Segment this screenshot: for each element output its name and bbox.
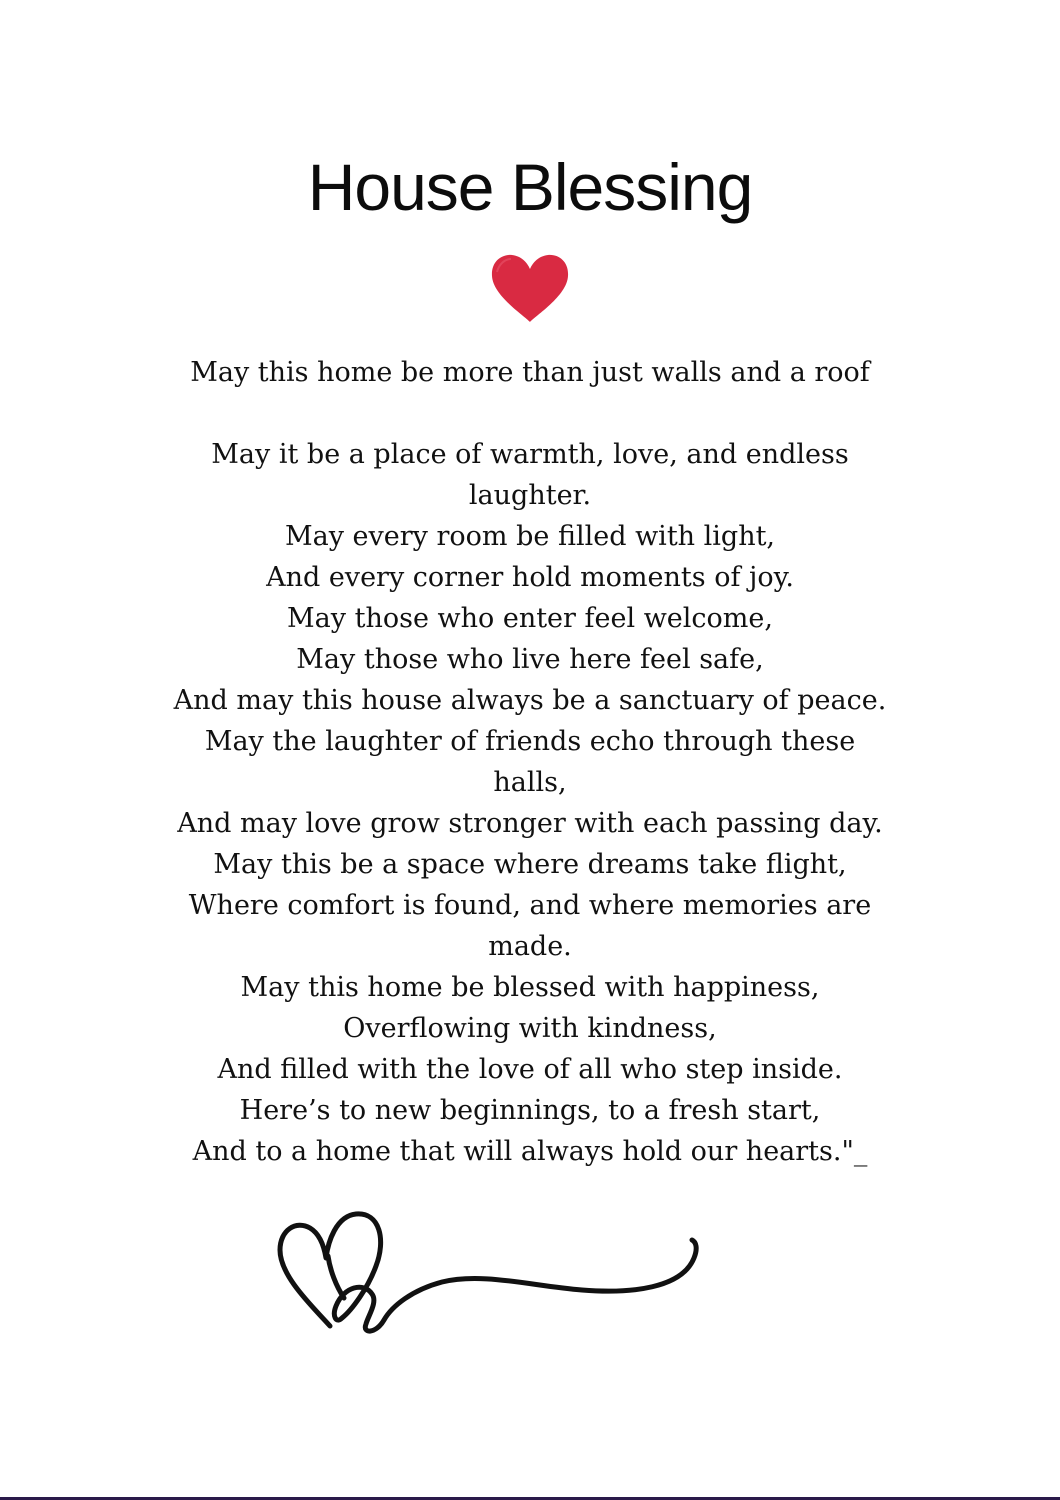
- poem-line: May this be a space where dreams take flight,: [213, 849, 847, 880]
- stanza-gap: [150, 393, 910, 434]
- poem-line: May the laughter of friends echo through these: [204, 726, 856, 757]
- heart-swirl-signature-icon: [272, 1206, 708, 1336]
- poem-line: Here’s to new beginnings, to a fresh start,: [239, 1095, 821, 1126]
- poem-body: [150, 352, 910, 1172]
- heart-shape: [492, 255, 568, 322]
- poem-line: Where comfort is found, and where memories are: [188, 890, 872, 921]
- heart-icon: [489, 252, 571, 324]
- poem-line: Overflowing with kindness,: [343, 1013, 717, 1044]
- page-title: House Blessing: [307, 150, 753, 224]
- poem-line: And may love grow stronger with each passing day.: [177, 808, 883, 839]
- poem-line: And every corner hold moments of joy.: [266, 562, 794, 593]
- poem-line: And may this house always be a sanctuary of peace.: [173, 685, 887, 716]
- poem-line: May those who enter feel welcome,: [287, 603, 773, 634]
- poem-line: halls,: [493, 767, 567, 798]
- poem-line: May this home be blessed with happiness,: [240, 972, 820, 1003]
- poem-line: And filled with the love of all who step inside.: [217, 1054, 843, 1085]
- poem-line: May every room be filled with light,: [284, 521, 776, 552]
- poem-line: made.: [488, 931, 572, 962]
- signature-stroke: [280, 1214, 696, 1331]
- poem-line: And to a home that will always hold our hearts."_: [192, 1136, 868, 1167]
- poem-line: May those who live here feel safe,: [296, 644, 764, 675]
- poem-line-opening: May this home be more than just walls and a roof: [190, 357, 870, 388]
- poem-line: May it be a place of warmth, love, and endless: [211, 439, 849, 470]
- poem-line: laughter.: [468, 480, 592, 511]
